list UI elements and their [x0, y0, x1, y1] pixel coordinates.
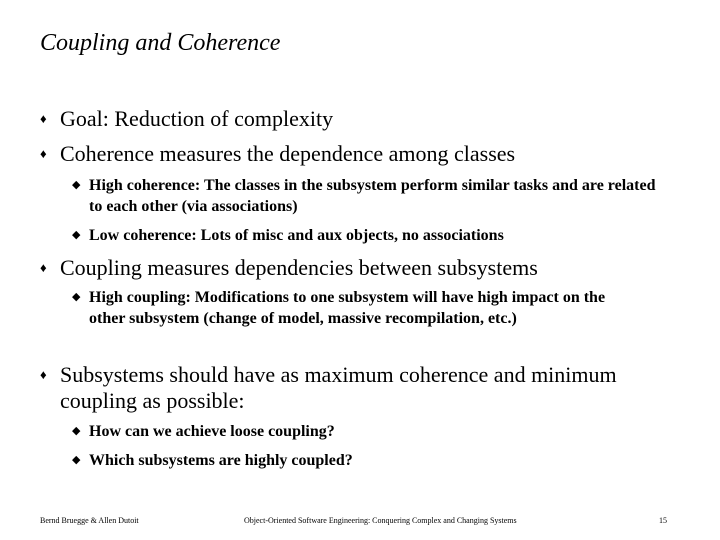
sub-bullet-text: High coherence: The classes in the subsystem perform similar tasks and are related to each other (via associations) [89, 177, 656, 215]
small-diamond-bullet-icon: ◆ [72, 291, 81, 303]
small-diamond-bullet-icon: ◆ [72, 454, 81, 466]
sub-bullet-text: High coupling: Modifications to one subsystem will have high impact on the other subsystem (change of model, massive recompilation, etc.) [89, 289, 606, 327]
diamond-bullet-icon: ♦ [40, 146, 47, 161]
bullet-text: Coherence measures the dependence among classes [60, 141, 516, 166]
sub-bullet-highly-coupled [72, 450, 672, 471]
bullet-goal [40, 106, 680, 132]
diamond-bullet-icon: ♦ [40, 367, 47, 382]
sub-bullet-text: How can we achieve loose coupling? [89, 423, 335, 440]
diamond-bullet-icon: ♦ [40, 111, 47, 126]
slide-title: Coupling and Coherence [40, 30, 281, 56]
sub-bullet-text: Low coherence: Lots of misc and aux objects, no associations [89, 227, 504, 244]
bullet-coupling [40, 255, 680, 281]
bullet-coherence [40, 141, 680, 167]
footer-course: Object-Oriented Software Engineering: Conquering Complex and Changing Systems [244, 516, 517, 525]
bullet-text: Coupling measures dependencies between subsystems [60, 255, 538, 280]
bullet-text: Goal: Reduction of complexity [60, 106, 334, 131]
small-diamond-bullet-icon: ◆ [72, 179, 81, 191]
sub-bullet-text: Which subsystems are highly coupled? [89, 452, 353, 469]
bullet-text: Subsystems should have as maximum coherence and minimum coupling as possible: [60, 362, 617, 413]
footer-page-number: 15 [659, 516, 667, 525]
sub-bullet-high-coupling [72, 287, 632, 329]
sub-bullet-high-coherence [72, 175, 672, 217]
bullet-subsystems [40, 362, 680, 414]
diamond-bullet-icon: ♦ [40, 260, 47, 275]
footer-authors: Bernd Bruegge & Allen Dutoit [40, 516, 139, 525]
small-diamond-bullet-icon: ◆ [72, 425, 81, 437]
sub-bullet-loose-coupling [72, 421, 672, 442]
small-diamond-bullet-icon: ◆ [72, 229, 81, 241]
sub-bullet-low-coherence [72, 225, 672, 246]
